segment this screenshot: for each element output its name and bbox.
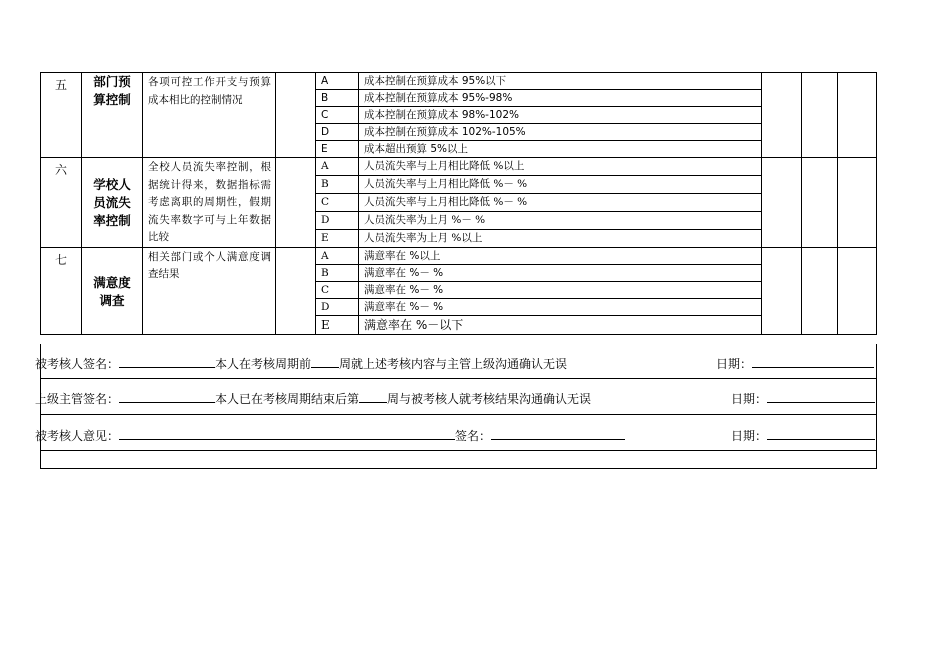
indicator-name-line: 算控制 <box>93 92 131 107</box>
grade-letter: D <box>316 298 359 315</box>
assessment-table <box>40 72 877 335</box>
weight-cell <box>276 247 316 334</box>
indicator-description: 各项可控工作开支与预算成本相比的控制情况 <box>143 73 276 158</box>
grade-criterion: 成本超出预算 5%以上 <box>359 141 762 158</box>
grade-letter: A <box>316 158 359 176</box>
grade-letter: D <box>316 124 359 141</box>
indicator-name-line: 学校人 <box>93 177 131 192</box>
signature-blank[interactable] <box>119 355 215 368</box>
grade-criterion: 成本控制在预算成本 95%-98% <box>359 90 762 107</box>
divider <box>41 378 876 379</box>
date-label: 日期： <box>716 357 753 371</box>
appraisee-signature-label: 被考核人签名： <box>35 357 120 371</box>
grade-letter: A <box>316 247 359 264</box>
appraisee-opinion-label: 被考核人意见： <box>35 429 120 443</box>
grade-letter: E <box>316 315 359 334</box>
score-cell <box>762 73 802 158</box>
indicator-description: 全校人员流失率控制，根据统计得来，数据指标需考虑离职的周期性，假期流失率数字可与上年数据比较 <box>143 158 276 248</box>
row-number: 五 <box>41 73 82 158</box>
grade-criterion: 人员流失率与上月相比降低 %－ % <box>359 175 762 193</box>
appraisee-signature-line <box>35 355 567 372</box>
indicator-name-line: 调查 <box>99 292 125 308</box>
weight-cell <box>276 158 316 248</box>
indicator-name-line: 满意度 <box>93 274 131 290</box>
divider <box>41 414 876 415</box>
grade-criterion: 满意率在 %－ % <box>359 264 762 281</box>
date-blank[interactable] <box>767 427 875 440</box>
date-blank[interactable] <box>767 390 875 403</box>
appraisee-opinion-line <box>35 427 625 444</box>
supervisor-signature-line <box>35 390 591 407</box>
indicator-name <box>82 158 143 248</box>
signature-blank[interactable] <box>119 390 215 403</box>
grade-letter: B <box>316 175 359 193</box>
grade-criterion: 人员流失率为上月 %以上 <box>359 229 762 247</box>
indicator-name-line: 率控制 <box>93 213 131 228</box>
date-label: 日期： <box>731 392 768 406</box>
grade-letter: C <box>316 281 359 298</box>
divider <box>41 450 876 451</box>
grade-criterion: 满意率在 %以上 <box>359 247 762 264</box>
grade-letter: C <box>316 193 359 211</box>
indicator-name <box>82 247 143 334</box>
grade-letter: B <box>316 90 359 107</box>
grade-letter: E <box>316 141 359 158</box>
score-cell <box>802 73 838 158</box>
statement-text: 本人已在考核周期结束后第 <box>215 392 360 406</box>
grade-criterion: 满意率在 %－ % <box>359 281 762 298</box>
grade-letter: D <box>316 211 359 229</box>
supervisor-signature-label: 上级主管签名： <box>35 392 120 406</box>
score-cell <box>802 158 838 248</box>
statement-text: 周就上述考核内容与主管上级沟通确认无误 <box>339 357 568 371</box>
score-cell <box>762 158 802 248</box>
row-number: 六 <box>41 158 82 248</box>
date-field <box>731 427 875 444</box>
indicator-description: 相关部门或个人满意度调查结果 <box>143 247 276 334</box>
grade-letter: E <box>316 229 359 247</box>
row-number: 七 <box>41 247 82 334</box>
indicator-name-line: 员流失 <box>93 195 131 210</box>
grade-letter: B <box>316 264 359 281</box>
weeks-blank[interactable] <box>311 355 339 368</box>
statement-text: 周与被考核人就考核结果沟通确认无误 <box>387 392 592 406</box>
score-cell <box>838 73 877 158</box>
grade-criterion: 满意率在 %－以下 <box>359 315 762 334</box>
grade-criterion: 满意率在 %－ % <box>359 298 762 315</box>
score-cell <box>838 247 877 334</box>
signature-blank[interactable] <box>491 427 625 440</box>
score-cell <box>802 247 838 334</box>
date-field <box>731 390 875 407</box>
indicator-name-line: 部门预 <box>93 74 131 89</box>
date-blank[interactable] <box>752 355 874 368</box>
indicator-name <box>82 73 143 158</box>
grade-criterion: 人员流失率与上月相比降低 %－ % <box>359 193 762 211</box>
signature-section <box>35 344 877 469</box>
opinion-blank[interactable] <box>119 427 455 440</box>
statement-text: 本人在考核周期前 <box>215 357 312 371</box>
grade-letter: C <box>316 107 359 124</box>
weight-cell <box>276 73 316 158</box>
date-field <box>716 355 874 372</box>
date-label: 日期： <box>731 429 768 443</box>
score-cell <box>838 158 877 248</box>
grade-criterion: 成本控制在预算成本 102%-105% <box>359 124 762 141</box>
score-cell <box>762 247 802 334</box>
grade-letter: A <box>316 73 359 90</box>
sign-label: 签名： <box>455 429 492 443</box>
grade-criterion: 人员流失率与上月相比降低 %以上 <box>359 158 762 176</box>
grade-criterion: 成本控制在预算成本 95%以下 <box>359 73 762 90</box>
grade-criterion: 人员流失率为上月 %－ % <box>359 211 762 229</box>
weeks-blank[interactable] <box>359 390 387 403</box>
grade-criterion: 成本控制在预算成本 98%-102% <box>359 107 762 124</box>
